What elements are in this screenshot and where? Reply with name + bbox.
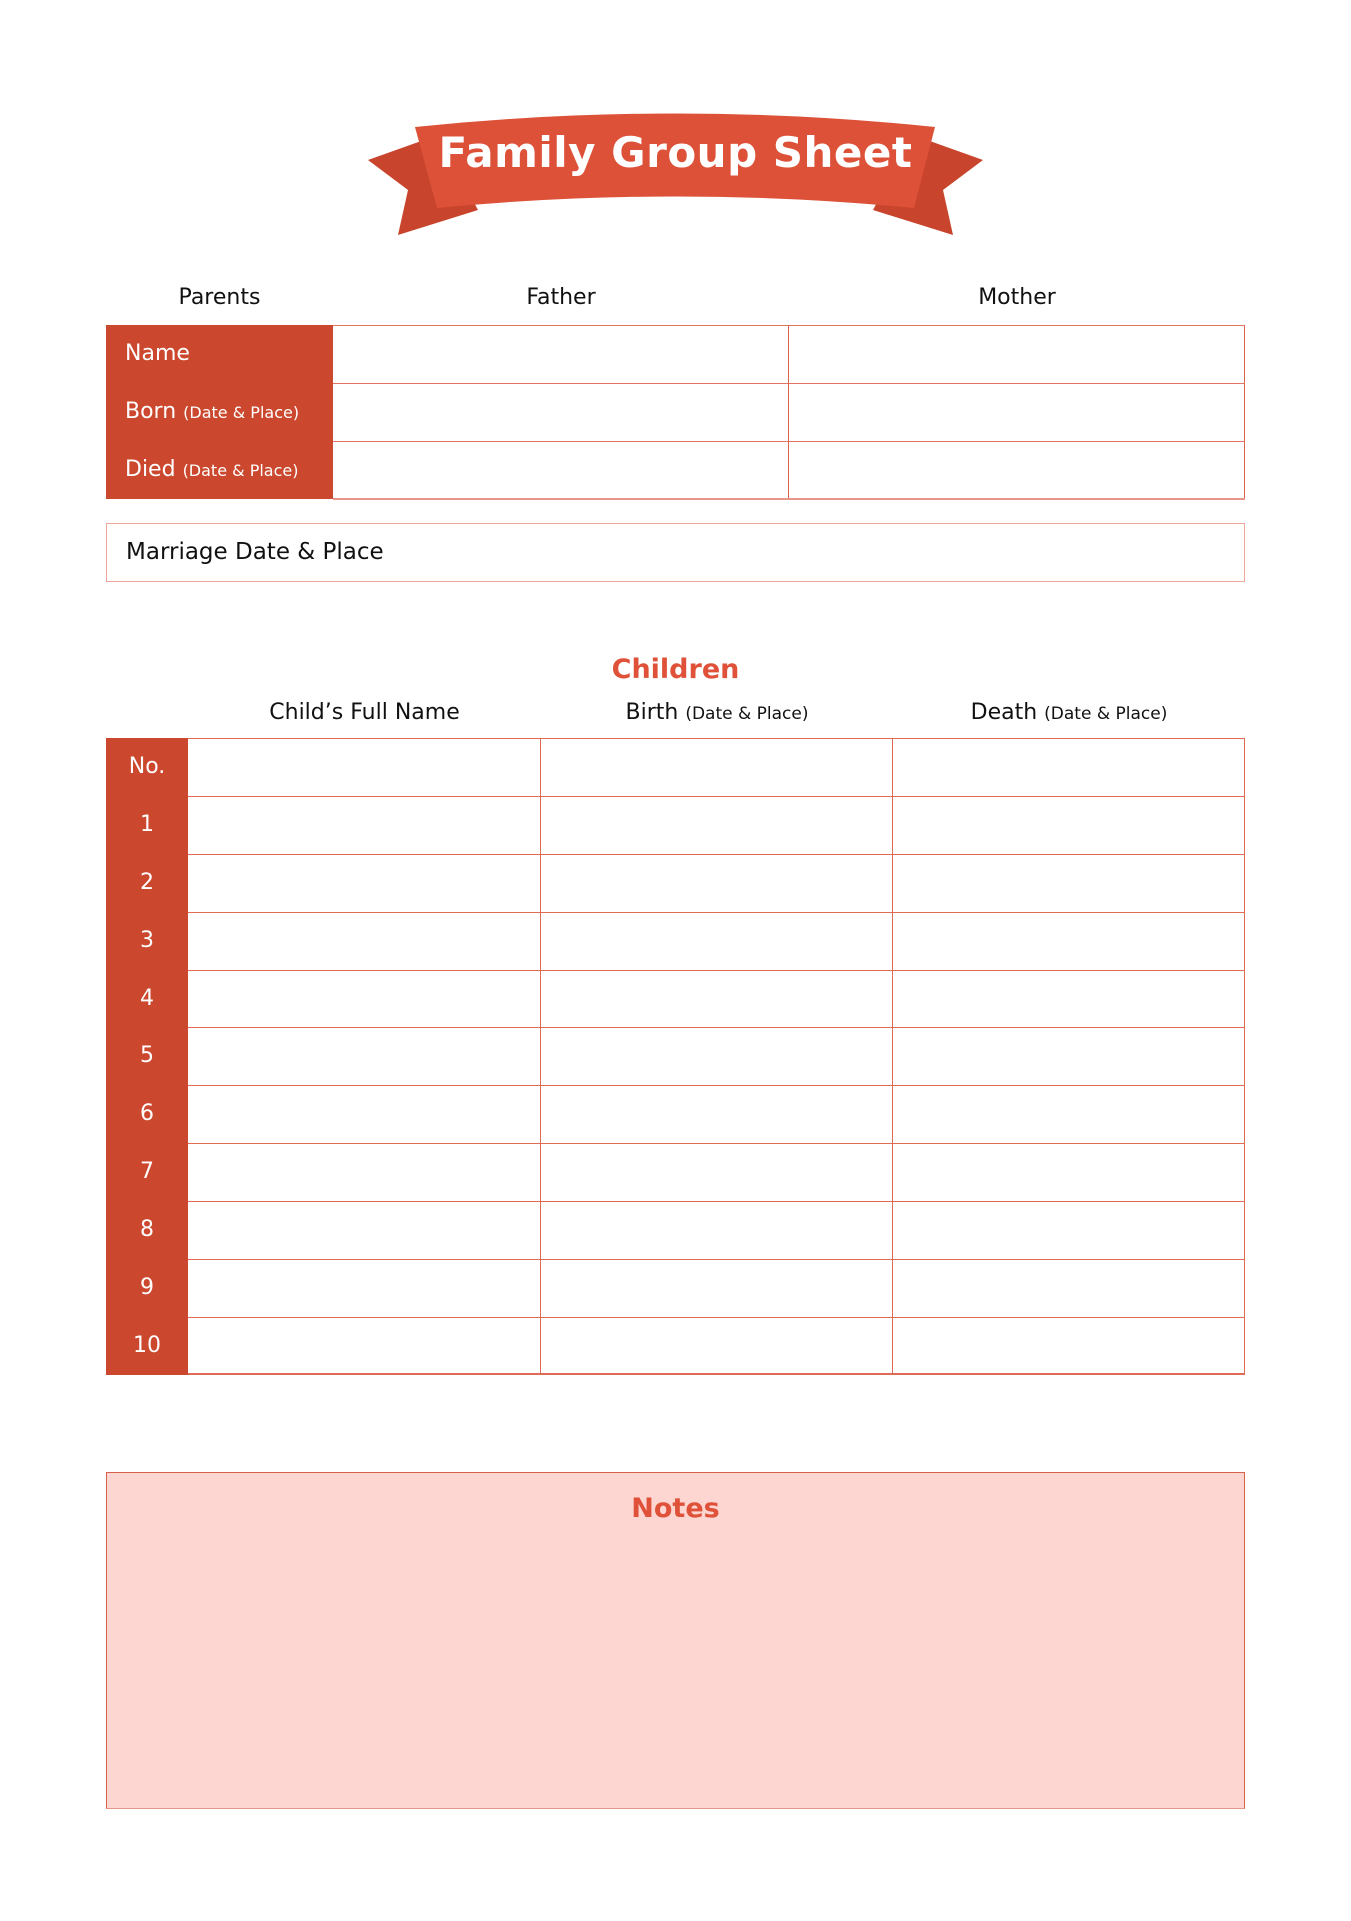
- row-number: 1: [106, 796, 188, 854]
- child-death-field[interactable]: [893, 1143, 1245, 1201]
- table-border: [188, 1373, 1245, 1375]
- father-born-field[interactable]: [333, 383, 789, 441]
- table-row: [106, 1143, 1245, 1201]
- child-death-field[interactable]: [893, 854, 1245, 912]
- no-header: No.: [106, 738, 188, 796]
- row-label-sub: (Date & Place): [183, 403, 300, 422]
- row-number: 6: [106, 1085, 188, 1143]
- child-death-field[interactable]: [893, 796, 1245, 854]
- child-name-header: Child’s Full Name: [269, 700, 460, 725]
- row-label: [106, 441, 333, 499]
- row-number: 5: [106, 1027, 188, 1085]
- children-title: Children: [611, 654, 740, 685]
- mother-header: Mother: [978, 285, 1056, 310]
- parents-header: Parents: [178, 285, 261, 310]
- child-death-field[interactable]: [893, 970, 1245, 1028]
- notes-title: Notes: [631, 1493, 720, 1524]
- parent-row-died: [106, 441, 1245, 499]
- table-row: [106, 1317, 1245, 1375]
- child-birth-field[interactable]: [541, 970, 893, 1028]
- table-border: [333, 498, 1245, 500]
- father-name-field[interactable]: [333, 325, 789, 383]
- child-birth-field[interactable]: [541, 1143, 893, 1201]
- child-name-field[interactable]: [188, 1201, 541, 1259]
- child-name-field[interactable]: [188, 970, 541, 1028]
- table-row: [106, 970, 1245, 1028]
- row-label-sub: (Date & Place): [182, 461, 299, 480]
- child-death-field[interactable]: [893, 1317, 1245, 1375]
- father-header: Father: [526, 285, 596, 310]
- death-header-sub: (Date & Place): [1044, 704, 1168, 724]
- row-number: 10: [106, 1317, 188, 1375]
- parent-row-name: [106, 325, 1245, 383]
- child-name-field[interactable]: [188, 912, 541, 970]
- marriage-field[interactable]: [106, 523, 1245, 582]
- parent-row-born: [106, 383, 1245, 441]
- title-banner: [368, 110, 983, 240]
- child-name-field[interactable]: [188, 1259, 541, 1317]
- table-row: [106, 1201, 1245, 1259]
- header-death-cell: [893, 738, 1245, 796]
- table-header-row: [106, 738, 1245, 796]
- notes-box[interactable]: [106, 1472, 1245, 1809]
- row-number: 2: [106, 854, 188, 912]
- child-death-field[interactable]: [893, 1027, 1245, 1085]
- parents-table: [106, 325, 1245, 499]
- row-number: 3: [106, 912, 188, 970]
- mother-name-field[interactable]: [789, 325, 1245, 383]
- child-birth-field[interactable]: [541, 796, 893, 854]
- table-row: [106, 912, 1245, 970]
- row-label: [106, 383, 333, 441]
- child-birth-field[interactable]: [541, 1201, 893, 1259]
- death-header: [893, 700, 1245, 725]
- child-birth-field[interactable]: [541, 1085, 893, 1143]
- child-name-field[interactable]: [188, 1143, 541, 1201]
- row-number: 7: [106, 1143, 188, 1201]
- child-name-field[interactable]: [188, 1317, 541, 1375]
- child-death-field[interactable]: [893, 1259, 1245, 1317]
- document-title: Family Group Sheet: [438, 128, 913, 177]
- mother-died-field[interactable]: [789, 441, 1245, 499]
- child-name-field[interactable]: [188, 1027, 541, 1085]
- table-row: [106, 1027, 1245, 1085]
- child-death-field[interactable]: [893, 1085, 1245, 1143]
- row-number: 8: [106, 1201, 188, 1259]
- row-label: [106, 325, 333, 383]
- child-birth-field[interactable]: [541, 1027, 893, 1085]
- row-number: 9: [106, 1259, 188, 1317]
- child-death-field[interactable]: [893, 1201, 1245, 1259]
- child-death-field[interactable]: [893, 912, 1245, 970]
- father-died-field[interactable]: [333, 441, 789, 499]
- row-number: 4: [106, 970, 188, 1028]
- header-name-cell: [188, 738, 541, 796]
- row-label-text: Born: [125, 399, 177, 424]
- marriage-label: Marriage Date & Place: [126, 539, 384, 565]
- children-table: [106, 738, 1245, 1375]
- table-row: [106, 796, 1245, 854]
- table-row: [106, 1085, 1245, 1143]
- child-name-field[interactable]: [188, 1085, 541, 1143]
- child-name-field[interactable]: [188, 854, 541, 912]
- birth-header-label: Birth: [625, 700, 679, 725]
- table-row: [106, 854, 1245, 912]
- child-birth-field[interactable]: [541, 854, 893, 912]
- header-birth-cell: [541, 738, 893, 796]
- birth-header: [541, 700, 893, 725]
- birth-header-sub: (Date & Place): [685, 704, 809, 724]
- child-birth-field[interactable]: [541, 1259, 893, 1317]
- table-row: [106, 1259, 1245, 1317]
- row-label-text: Name: [125, 341, 190, 366]
- child-name-field[interactable]: [188, 796, 541, 854]
- child-birth-field[interactable]: [541, 912, 893, 970]
- row-label-text: Died: [125, 457, 176, 482]
- child-birth-field[interactable]: [541, 1317, 893, 1375]
- death-header-label: Death: [970, 700, 1038, 725]
- mother-born-field[interactable]: [789, 383, 1245, 441]
